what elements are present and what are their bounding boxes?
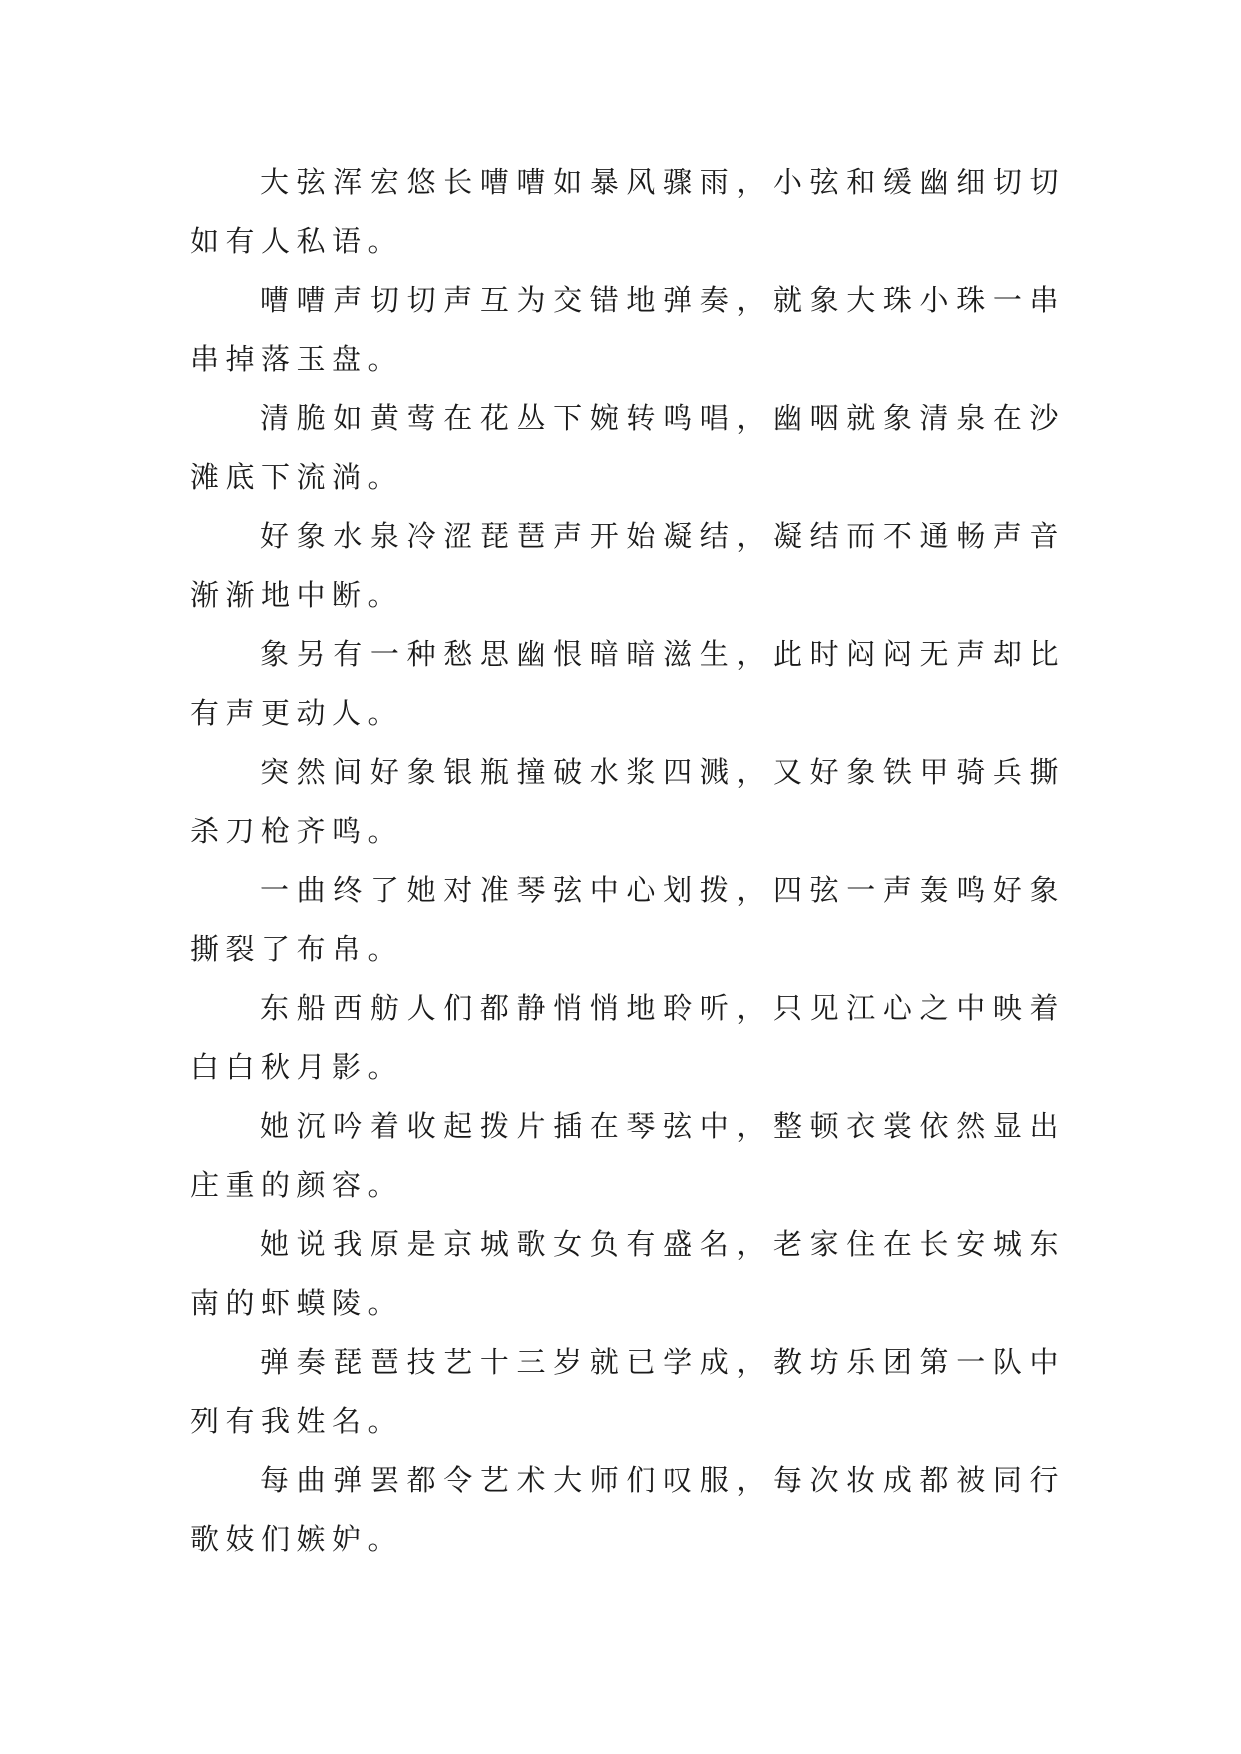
paragraph-1: 大弦浑宏悠长嘈嘈如暴风骤雨，小弦和缓幽细切切如有人私语。 xyxy=(190,165,1065,258)
paragraph-8: 东船西舫人们都静悄悄地聆听，只见江心之中映着白白秋月影。 xyxy=(190,991,1065,1084)
paragraph-4: 好象水泉冷涩琵琶声开始凝结，凝结而不通畅声音渐渐地中断。 xyxy=(190,519,1065,612)
paragraph-2: 嘈嘈声切切声互为交错地弹奏，就象大珠小珠一串串掉落玉盘。 xyxy=(190,283,1065,376)
body-text xyxy=(190,153,1065,1569)
paragraph-7: 一曲终了她对准琴弦中心划拨，四弦一声轰鸣好象撕裂了布帛。 xyxy=(190,873,1065,966)
paragraph-12: 每曲弹罢都令艺术大师们叹服，每次妆成都被同行歌妓们嫉妒。 xyxy=(190,1463,1065,1556)
paragraph-5: 象另有一种愁思幽恨暗暗滋生，此时闷闷无声却比有声更动人。 xyxy=(190,637,1065,730)
paragraph-3: 清脆如黄莺在花丛下婉转鸣唱，幽咽就象清泉在沙滩底下流淌。 xyxy=(190,401,1065,494)
paragraph-6: 突然间好象银瓶撞破水浆四溅，又好象铁甲骑兵撕杀刀枪齐鸣。 xyxy=(190,755,1065,848)
paragraph-11: 弹奏琵琶技艺十三岁就已学成，教坊乐团第一队中列有我姓名。 xyxy=(190,1345,1065,1438)
paragraph-10: 她说我原是京城歌女负有盛名，老家住在长安城东南的虾蟆陵。 xyxy=(190,1227,1065,1320)
paragraph-9: 她沉吟着收起拨片插在琴弦中，整顿衣裳依然显出庄重的颜容。 xyxy=(190,1109,1065,1202)
